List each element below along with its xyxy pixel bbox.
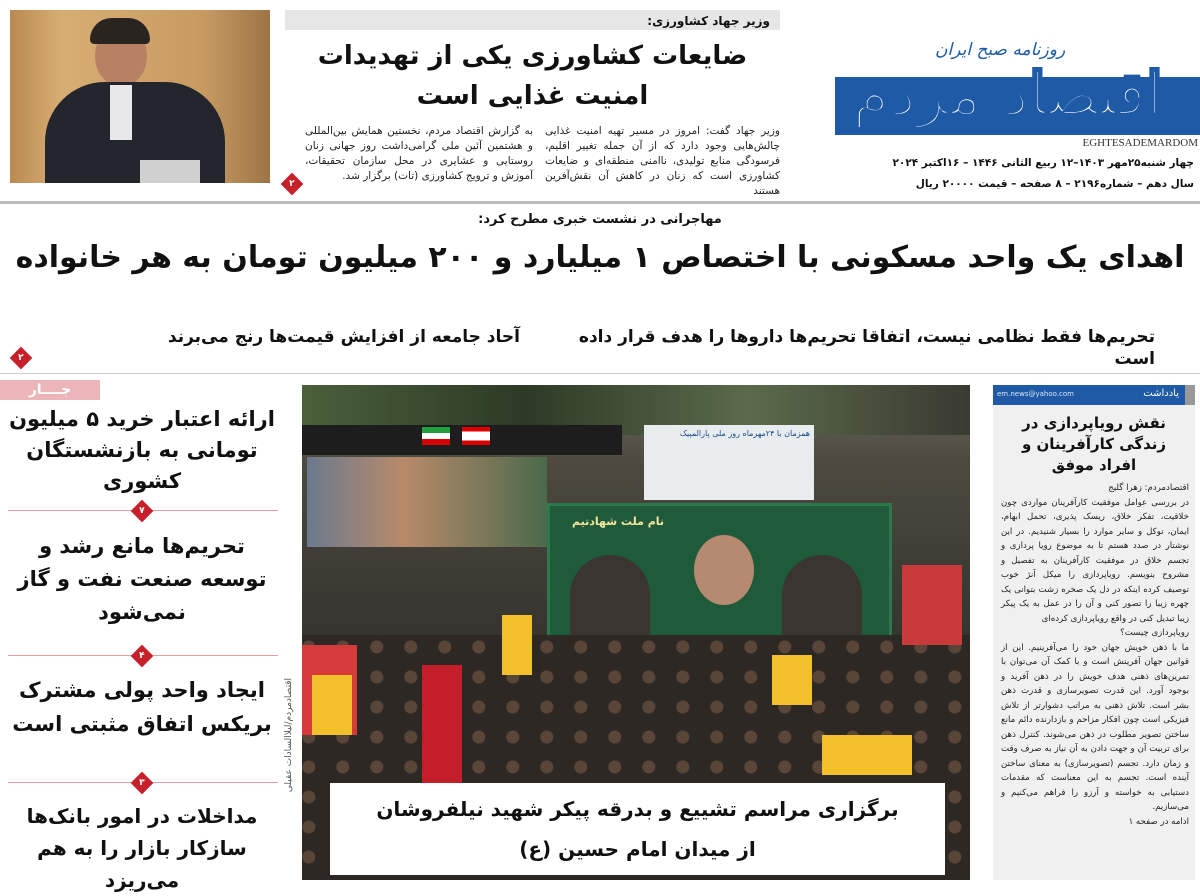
left-story-1[interactable]: ارائه اعتبار خرید ۵ میلیون تومانی به بازنشستگان کشوری xyxy=(9,407,275,493)
top-story-kicker-bar xyxy=(285,10,780,30)
minister-photo xyxy=(10,10,270,183)
opinion-continued[interactable]: ادامه در صفحه ۱ xyxy=(1128,816,1189,827)
opinion-title[interactable]: نقش رویاپردازی در زندگی کارآفرینان و افراد موفق xyxy=(1021,414,1167,474)
opinion-question: رویاپردازی چیست؟ xyxy=(1120,628,1189,638)
jar-watermark: جــــار xyxy=(0,380,100,400)
opinion-email[interactable]: em.news@yahoo.com xyxy=(997,390,1074,398)
opinion-byline: اقتصادمردم: زهرا گلیج xyxy=(1108,483,1189,493)
lead-kicker: مهاجرانی در نشست خبری مطرح کرد: xyxy=(478,212,722,227)
lead-subhead-left[interactable]: آحاد جامعه از افزایش قیمت‌ها رنج می‌برند xyxy=(167,327,520,347)
top-story-kicker: وزیر جهاد کشاورزی: xyxy=(647,14,770,28)
date-line: چهار شنبه۲۵مهر ۱۴۰۳–۱۲ ربیع الثانی ۱۴۴۶ – ۱۶اکتبر ۲۰۲۴ xyxy=(892,157,1194,169)
divider xyxy=(0,373,1200,374)
masthead-tagline: روزنامه صبح ایران xyxy=(935,40,1066,60)
top-story-col-left: به گزارش اقتصاد مردم، نخستین همایش بین‌المللی و هشتمین آئین ملی گرامی‌داشت روز جهانی زنان روستایی و عشایری در محل سازمان تحقیقات، آموزش و ترویج کشاورزی (تات) برگزار شد. xyxy=(305,125,533,182)
photo-banner-sign: همزمان با ۲۴مهرماه روز ملی پارالمپیک xyxy=(644,425,814,500)
opinion-header xyxy=(993,385,1195,405)
divider xyxy=(0,201,1200,204)
left-story-4[interactable]: مداخلات در امور بانک‌ها سازکار بازار را به هم می‌ریزد xyxy=(26,804,258,892)
top-story-col-right: وزیر جهاد گفت: امروز در مسیر تهیه امنیت غذایی چالش‌هایی وجود دارد که از آن جمله تغییر اقلیم، فرسودگی منابع تولیدی، ناامنی منطقه‌ای و ضایعات کشاورزی است که زنان در کاهش آن نقش‌آفرین هستند xyxy=(545,125,780,197)
masthead-logo: اقتصاد مردم xyxy=(852,60,1163,130)
page-ref-badge: ۲ xyxy=(281,173,304,196)
photo-poster xyxy=(307,457,547,547)
top-story-headline[interactable]: ضایعات کشاورزی یکی از تهدیدات امنیت غذایی است xyxy=(317,41,748,111)
photo-credit: اقتصادمردم/لیلاالسادات عقیلی xyxy=(284,678,294,793)
masthead-latin: EGHTESADEMARDOM xyxy=(1082,137,1198,149)
opinion-column xyxy=(993,385,1195,880)
page-ref-badge: ۲ xyxy=(10,347,33,370)
opinion-section-label: یادداشت xyxy=(1143,388,1179,399)
lead-subhead-right[interactable]: تحریم‌ها فقط نظامی نیست، اتفاقا تحریم‌ها داروها را هدف قرار داده است xyxy=(578,327,1155,369)
lead-headline[interactable]: اهدای یک واحد مسکونی با اختصاص ۱ میلیارد و ۲۰۰ میلیون تومان به هر خانواده xyxy=(15,240,1185,275)
issue-line: سال دهم – شماره۲۱۹۶ – ۸ صفحه – قیمت ۲۰۰۰۰ ریال xyxy=(915,178,1194,190)
page-ref-badge: ۷ xyxy=(131,500,154,523)
left-story-3[interactable]: ایجاد واحد پولی مشترک بریکس اتفاق مثبتی است xyxy=(12,678,272,736)
left-story-2[interactable]: تحریم‌ها مانع رشد و توسعه صنعت نفت و گاز نمی‌شود xyxy=(17,534,267,624)
page-ref-badge: ۴ xyxy=(131,645,154,668)
masthead xyxy=(815,0,1200,200)
page-ref-badge: ۳ xyxy=(131,772,154,795)
left-column xyxy=(0,378,280,892)
main-photo[interactable]: همزمان با ۲۴مهرماه روز ملی پارالمپیک نام ملت شهادتیم xyxy=(302,385,970,880)
opinion-body: اقتصادمردم: زهرا گلیج در بررسی عوامل موفقیت کارآفرینان مواردی چون خلاقیت، تفکر خلاق، ریسک پذیری، تحمل ابهام، ایمان، توکل و سایر موارد را بسیار شنیدیم. در این نوشتار در صدد هستم تا به موضوع رویا پردازی و تجسم خلاق در موفقیت کارآفرینان به تفصیل و مشروح بنویسم. رویاپردازی را میکل آنژ خوب توصیف کرده اینکه در دل یک صخره زشت بتوانی یک چهره زیبا را تصور کنی و آن را در عمل به یک پیکر زیبا تبدیل کنی در واقع رویاپردازی کرده‌ای رویاپردازی چیست؟ ما با ذهن خویش جهان خود را می‌آفرینیم. این از قوانین جهان آفرینش است و با کمک آن می‌توان با تمرین‌های ذهنی هدف خویش را در ذهن آفرید و بوجود آورد. این قدرت تصویرسازی و قدرت ذهن بشر است. تلاش ذهنی به مراتب دشوارتر از تلاش فیزیکی است چون افکار مزاحم و بازدارنده دائم مانع ساختن تصویر مطلوب در ذهن می‌شوند. کنترل ذهن برای تربیت آن و جهت دادن به آن نیاز به صرف وقت و زمان دارد. تجسم (تصویرسازی) به معنای ساختن آینده است. تجسم به این معناست که مقدمات دستیابی به خواسته و آرزو را فراهم می‌کنیم و می‌سازیم. ادامه در صفحه ۱ xyxy=(1001,481,1189,829)
photo-caption: برگزاری مراسم تشییع و بدرقه پیکر شهید نیلفروشان از میدان امام حسین (ع) xyxy=(330,783,945,875)
